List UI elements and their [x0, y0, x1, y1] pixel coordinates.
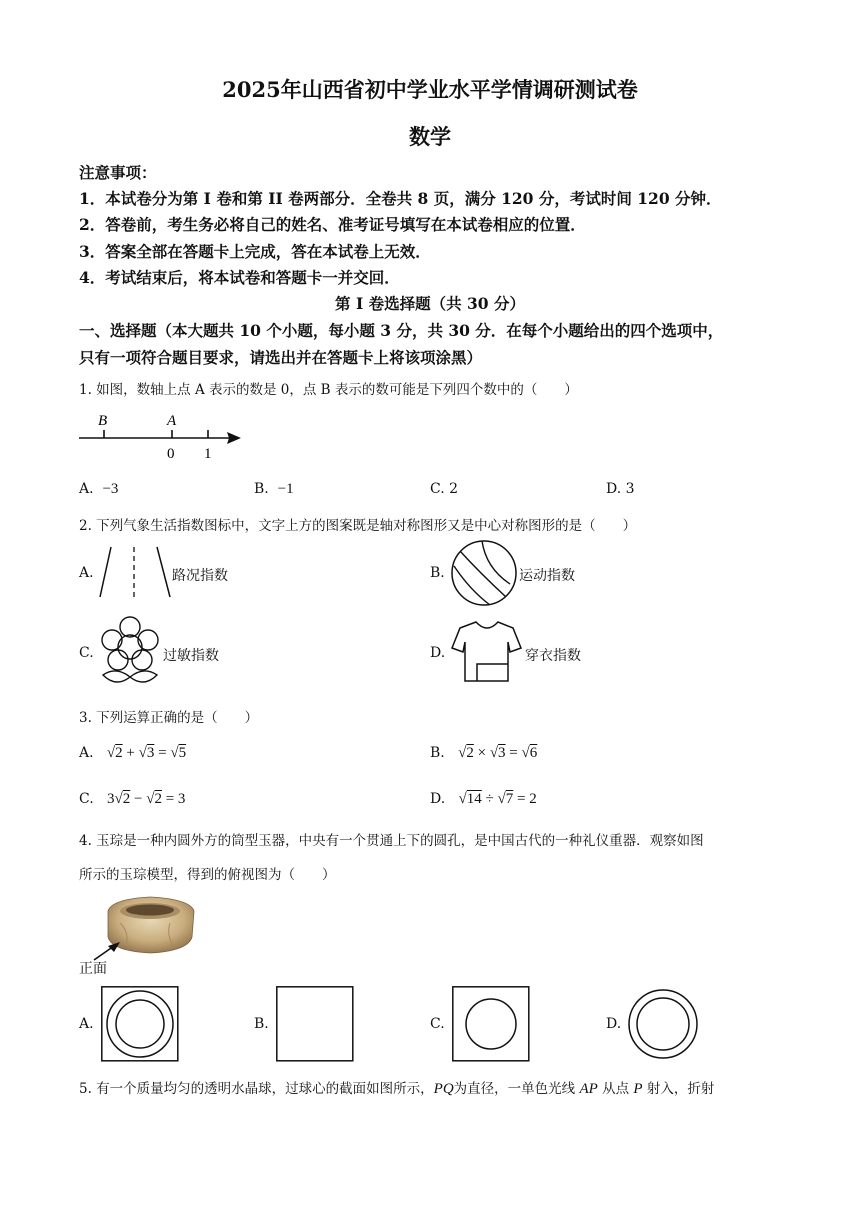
q4-text-line2: 所示的玉琮模型，得到的俯视图为（ ） [79, 867, 336, 883]
square-circle-figure [452, 986, 530, 1062]
q2-text: 2. 下列气象生活指数图标中，文字上方的图案既是轴对称图形又是中心对称图形的是（ ） [79, 518, 637, 534]
q3-option-d: D. √14 ÷ √7 = 2 [430, 791, 537, 807]
label-A: A [167, 413, 177, 429]
square-figure [276, 986, 354, 1062]
road-icon [97, 545, 177, 601]
notice-item-3: 3．答案全部在答题卡上完成，答在本试卷上无效． [79, 242, 431, 261]
q1-option-a: A. −3 [79, 481, 119, 497]
shirt-icon [450, 620, 526, 684]
q2-option-d-label: 穿衣指数 [525, 648, 581, 664]
exam-title: 2025年山西省初中学业水平学情调研测试卷 [222, 77, 638, 102]
section-instructions-line1: 一、选择题（本大题共 10 个小题，每小题 3 分，共 30 分．在每个小题给出的四个选项中， [79, 321, 724, 340]
notice-item-1: 1．本试卷分为第 I 卷和第 II 卷两部分．全卷共 8 页，满分 120 分，考试时间 120 分钟． [79, 189, 722, 208]
section-instructions-line2: 只有一项符合题目要求，请选出并在答题卡上将该项涂黑） [79, 348, 483, 367]
label-B: B [98, 413, 108, 429]
notice-item-2: 2．答卷前，考生务必将自己的姓名、准考证号填写在本试卷相应的位置． [79, 215, 586, 234]
q2-option-d-letter: D. [430, 645, 446, 661]
subject-title: 数学 [409, 124, 451, 149]
notice-item-4: 4．考试结束后，将本试卷和答题卡一并交回． [79, 268, 400, 287]
ball-icon [450, 540, 520, 608]
tick-1-label: 1 [204, 446, 212, 462]
q4-option-b-letter: B. [254, 1016, 269, 1032]
q1-option-c: C. 2 [430, 481, 459, 497]
section-title: 第 I 卷选择题（共 30 分） [335, 294, 525, 313]
flower-icon [98, 616, 164, 690]
q2-option-c-letter: C. [79, 645, 94, 661]
q4-option-c-letter: C. [430, 1016, 445, 1032]
q2-option-a-label: 路况指数 [172, 568, 228, 584]
q1-option-d: D. 3 [606, 481, 635, 497]
q2-option-c-label: 过敏指数 [163, 648, 219, 664]
q4-text-line1: 4. 玉琮是一种内圆外方的筒型玉器，中央有一个贯通上下的圆孔，是中国古代的一种礼仪重器．观察如图 [79, 833, 704, 849]
number-line-figure [79, 408, 249, 466]
q3-option-b: B. √2 × √3 = √6 [430, 745, 538, 761]
q2-option-a-letter: A. [79, 565, 94, 581]
q3-option-c: C. 3√2 − √2 = 3 [79, 791, 186, 807]
q1-text: 1. 如图，数轴上点 A 表示的数是 0，点 B 表示的数可能是下列四个数中的（ ） [79, 382, 578, 398]
q1-option-b: B. −1 [254, 481, 294, 497]
q3-text: 3. 下列运算正确的是（ ） [79, 710, 259, 726]
q2-option-b-label: 运动指数 [519, 568, 575, 584]
q2-option-b-letter: B. [430, 565, 445, 581]
photo-label-front: 正面 [79, 961, 107, 977]
square-double-circle-figure [101, 986, 179, 1062]
q4-option-a-letter: A. [79, 1016, 94, 1032]
q4-option-d-letter: D. [606, 1016, 622, 1032]
q3-option-a: A. √2 + √3 = √5 [79, 745, 187, 761]
double-circle-figure [628, 988, 700, 1060]
tick-0-label: 0 [167, 446, 175, 462]
notice-heading: 注意事项： [79, 163, 157, 182]
q5-text: 5. 有一个质量均匀的透明水晶球，过球心的截面如图所示，PQ为直径，一单色光线 AP 从点 P 射入，折射 [79, 1081, 715, 1097]
